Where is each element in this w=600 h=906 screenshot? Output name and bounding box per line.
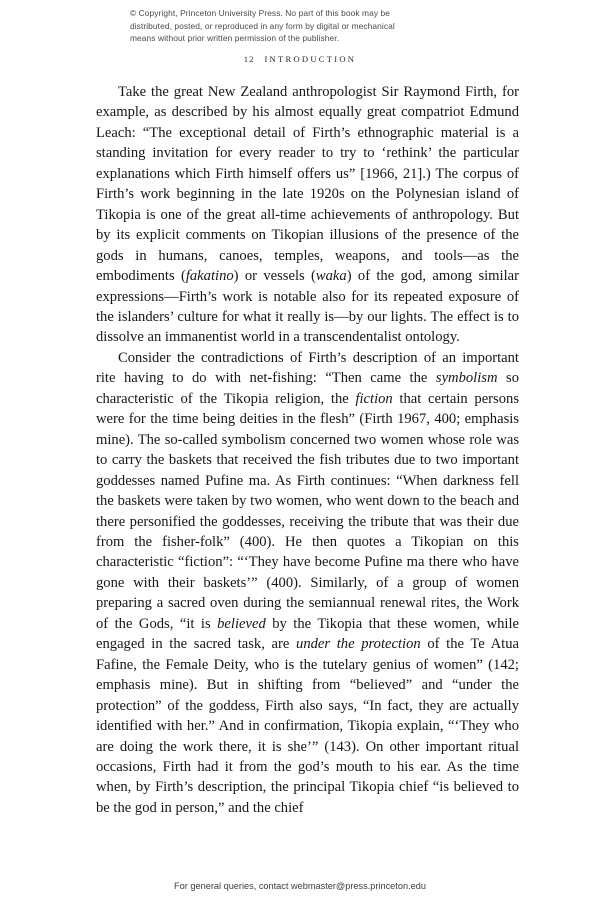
p2-segment-5: of the Te Atua Fafine, the Female Deity, who is the tutelary genius of women” (142; emphasis mine). But in shifting from “believed” and “under the protection” of the goddess, Firth also says, “In fact, they are actually identified with her.” And in confirmation, Tikopia explain, “‘They who are doing the work there, it is she’” (143). On other important ritual occasions, Firth had it from the god’s mouth to his ear. As the time when, by Firth’s description, the principal Tikopia chief “is believed to be the god in person,” and the chief (96, 636, 519, 816)
p2-segment-4: by the Tikopia that these women, while engaged in the sacred task, are (96, 615, 519, 653)
copyright-line-3: means without prior written permission of the publisher. (130, 33, 340, 44)
running-head (0, 54, 600, 64)
copyright-line-1: © Copyright, Princeton University Press. No part of this book may be (130, 8, 390, 18)
p1-segment-2: ) or vessels ( (233, 268, 316, 285)
copyright-line-2: distributed, posted, or reproduced in any form by digital or mechanical (130, 20, 395, 31)
paragraph-2 (96, 348, 519, 818)
p1-italic-fakatino: fakatino (185, 268, 234, 285)
paragraph-1 (96, 82, 519, 348)
page-number: 12 (243, 54, 255, 64)
p2-italic-believed: believed (217, 615, 266, 632)
page-footer (0, 881, 600, 891)
body-text (96, 82, 519, 818)
running-head-title: INTRODUCTION (264, 54, 357, 64)
p2-segment-2: so characteristic of the Tikopia religion, the (96, 370, 519, 407)
p2-segment-1: Consider the contradictions of Firth’s description of an important rite having to do with net-fishing: “Then came the (96, 349, 519, 387)
footer-query-text: For general queries, contact webmaster@press.princeton.edu (174, 881, 426, 891)
p1-segment-3: ) of the god, among similar expressions—Firth’s work is notable also for its repeated exposure of the islanders’ culture for what it really is—by our lights. The effect is to dissolve an immanentist world in a transcendentalist ontology. (96, 268, 519, 346)
p2-italic-fiction: fiction (355, 390, 393, 407)
copyright-notice (130, 7, 475, 45)
p2-italic-under-the-protection: under the protection (296, 636, 421, 653)
p2-segment-3: that certain persons were for the time being deities in the flesh” (Firth 1967, 400; emphasis mine). The so-called symbolism concerned two women whose role was to carry the baskets that received the fish tributes due to two important goddesses named Pufine ma. As Firth continues: “When darkness fell the baskets were taken by two women, who went down to the beach and there personified the goddesses, receiving the tribute that was their due from the fisher-folk” (400). He then quotes a Tikopian on this characteristic “fiction”: “‘They have become Pufine ma there who have gone with their baskets’” (400). Similarly, of a group of women preparing a sacred oven during the semiannual renewal rites, the Work of the Gods, “it is (96, 390, 519, 632)
p2-italic-symbolism: symbolism (435, 370, 498, 387)
p1-segment-1: Take the great New Zealand anthropologist Sir Raymond Firth, for example, as described by his almost equally great compatriot Edmund Leach: “The exceptional detail of Firth’s ethnographic material is a standing invitation for every reader to try to ‘rethink’ the particular explanations which Firth himself offers us” [1966, 21].) The corpus of Firth’s work beginning in the late 1920s on the Polynesian island of Tikopia is one of the great all-time achievements of anthropology. But by its explicit comments on Tikopian illusions of the presence of the gods in humans, canoes, temples, weapons, and tools—as the embodiments ( (96, 84, 519, 285)
p1-italic-waka: waka (315, 268, 347, 285)
